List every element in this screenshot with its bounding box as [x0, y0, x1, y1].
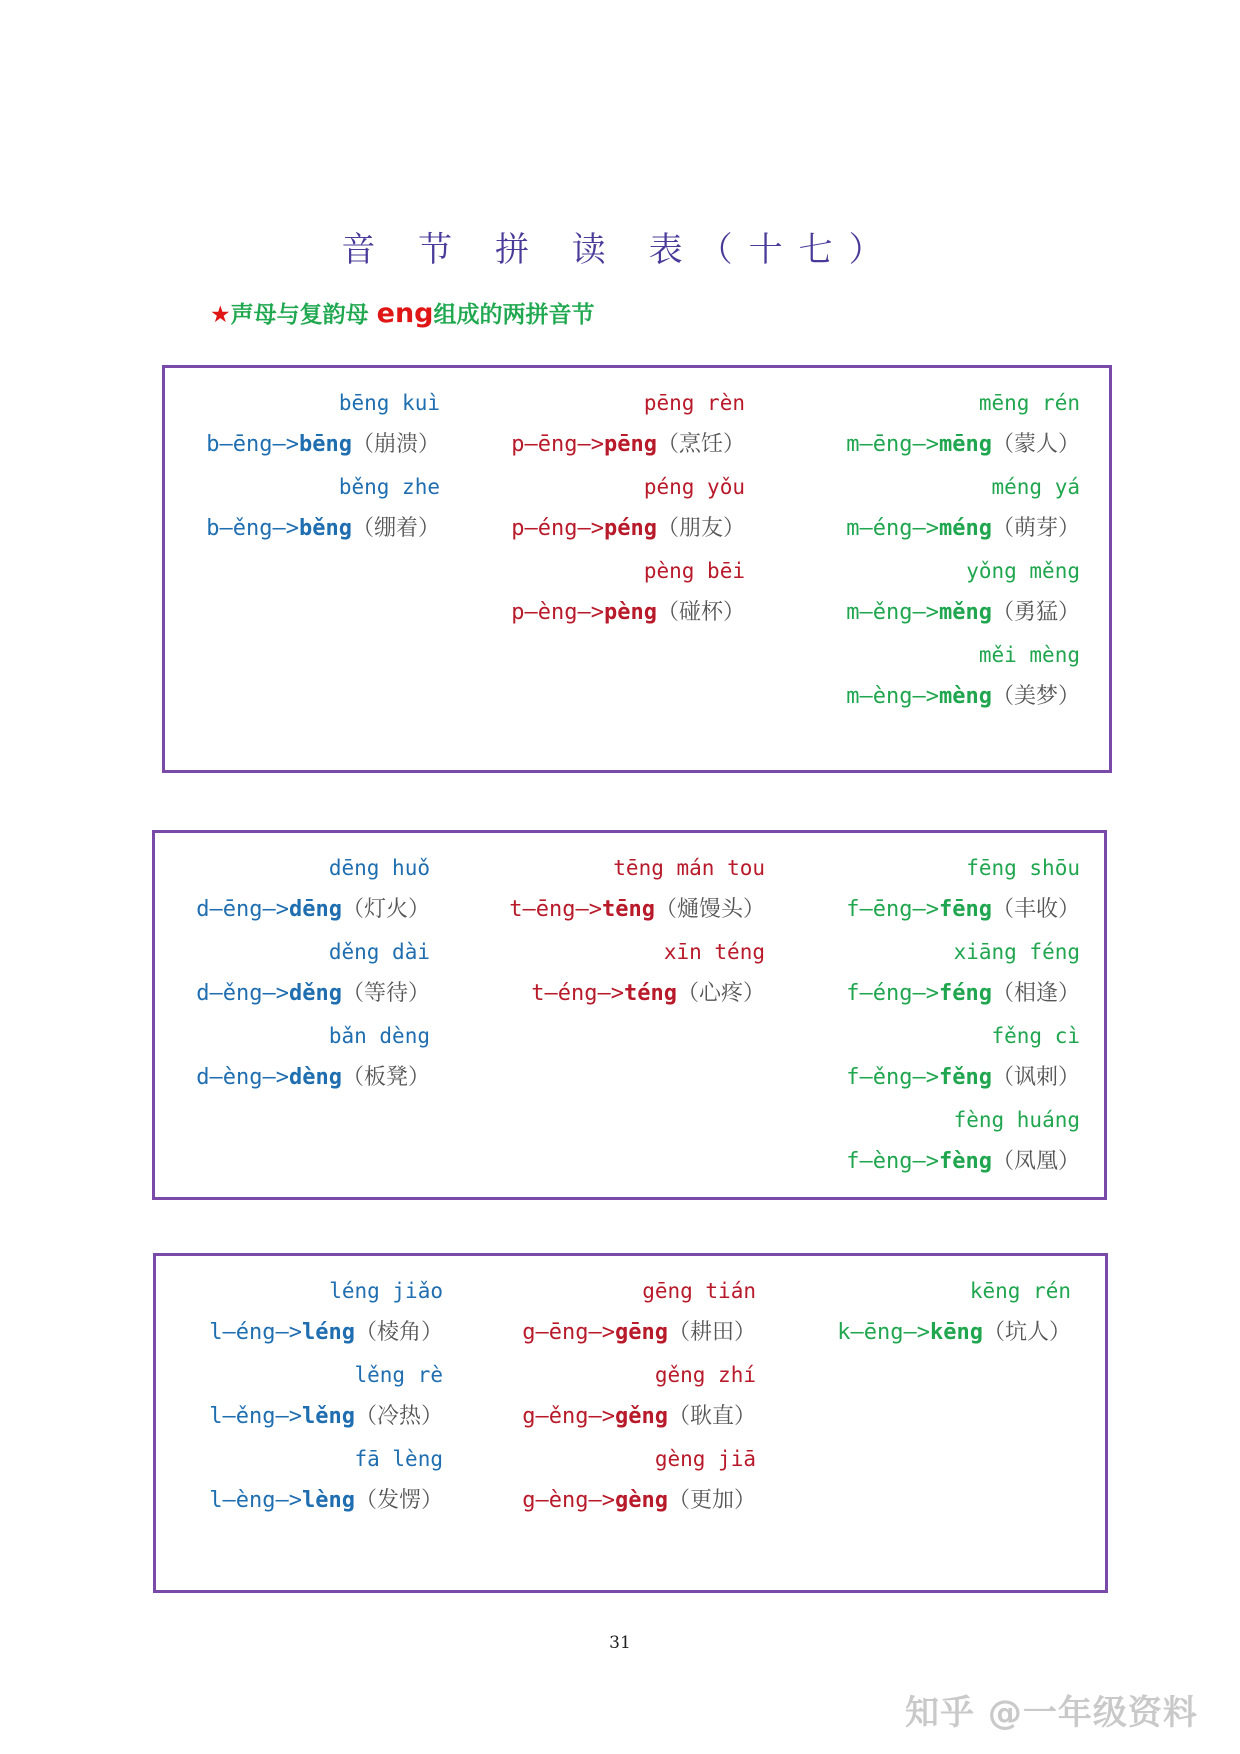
- syllable-entry: [846, 556, 1080, 628]
- pinyin-reading: bǎn dèng: [328, 1024, 430, 1048]
- example-word: （凤凰）: [991, 1149, 1080, 1174]
- example-word: （朋友）: [656, 516, 745, 541]
- syllable-table-3: [153, 1253, 1108, 1593]
- formula-result: fěng: [939, 1065, 992, 1090]
- formula-result: péng: [604, 516, 657, 541]
- spelling-formula: [846, 598, 1080, 628]
- pinyin-reading: tēng mán tou: [613, 856, 765, 880]
- spelling-formula: [846, 979, 1080, 1009]
- syllable-entry: [846, 472, 1080, 544]
- heading-text-before: 声母与复韵母: [230, 302, 377, 328]
- example-word: （熥馒头）: [654, 897, 765, 922]
- pinyin-reading: gèng jiā: [654, 1447, 756, 1471]
- pinyin-reading: dēng huǒ: [328, 856, 430, 880]
- formula-result: méng: [939, 516, 992, 541]
- formula-result: kēng: [930, 1320, 983, 1345]
- example-word: （板凳）: [341, 1065, 430, 1090]
- spelling-formula: [846, 1063, 1080, 1093]
- pinyin-reading: kēng rén: [969, 1279, 1071, 1303]
- pinyin-reading: fā lèng: [354, 1447, 443, 1471]
- formula-steps: l—éng—>: [209, 1320, 302, 1345]
- formula-result: léng: [302, 1320, 355, 1345]
- syllable-table-2: [152, 830, 1107, 1200]
- page-number: 31: [609, 1633, 631, 1653]
- syllable-entry: [846, 937, 1080, 1009]
- pinyin-reading: běng zhe: [338, 475, 440, 499]
- star-icon: ★: [210, 302, 231, 328]
- formula-steps: d—ěng—>: [196, 981, 289, 1006]
- formula-result: pēng: [604, 432, 657, 457]
- formula-steps: b—ēng—>: [206, 432, 299, 457]
- formula-result: gěng: [615, 1404, 668, 1429]
- formula-steps: m—ēng—>: [846, 432, 939, 457]
- syllable-entry: [846, 1021, 1080, 1093]
- formula-result: bēng: [299, 432, 352, 457]
- pinyin-reading: léng jiǎo: [329, 1279, 443, 1303]
- formula-result: lěng: [302, 1404, 355, 1429]
- pinyin-reading: děng dài: [328, 940, 430, 964]
- example-word: （蒙人）: [991, 432, 1080, 457]
- formula-steps: l—ěng—>: [209, 1404, 302, 1429]
- formula-result: mēng: [939, 432, 992, 457]
- pinyin-reading: xīn téng: [663, 940, 765, 964]
- page-title: 音 节 拼 读 表（十七）: [341, 230, 899, 270]
- spelling-formula: [846, 430, 1080, 460]
- example-word: （更加）: [667, 1488, 756, 1513]
- table-column: [165, 368, 1080, 770]
- formula-steps: f—éng—>: [846, 981, 939, 1006]
- formula-result: gēng: [615, 1320, 668, 1345]
- formula-result: féng: [939, 981, 992, 1006]
- example-word: （心疼）: [676, 981, 765, 1006]
- formula-steps: p—ēng—>: [511, 432, 604, 457]
- formula-steps: g—èng—>: [522, 1488, 615, 1513]
- formula-steps: m—ěng—>: [846, 600, 939, 625]
- formula-steps: g—ěng—>: [522, 1404, 615, 1429]
- formula-result: měng: [939, 600, 992, 625]
- pinyin-reading: gēng tián: [642, 1279, 756, 1303]
- example-word: （烹饪）: [656, 432, 745, 457]
- example-word: （耕田）: [667, 1320, 756, 1345]
- formula-result: lèng: [302, 1488, 355, 1513]
- formula-steps: l—èng—>: [209, 1488, 302, 1513]
- heading-eng: eng: [376, 298, 434, 329]
- syllable-entry: [846, 388, 1080, 460]
- pinyin-reading: fěng cì: [991, 1024, 1080, 1048]
- pinyin-reading: bēng kuì: [338, 391, 440, 415]
- formula-steps: f—èng—>: [846, 1149, 939, 1174]
- formula-steps: m—éng—>: [846, 516, 939, 541]
- formula-steps: f—ēng—>: [846, 897, 939, 922]
- formula-result: děng: [289, 981, 342, 1006]
- table-column: [155, 833, 1080, 1197]
- example-word: （坑人）: [982, 1320, 1071, 1345]
- syllable-entry: [837, 1276, 1071, 1348]
- formula-steps: p—èng—>: [511, 600, 604, 625]
- pinyin-reading: pēng rèn: [643, 391, 745, 415]
- formula-result: fēng: [939, 897, 992, 922]
- pinyin-reading: fèng huáng: [953, 1108, 1080, 1132]
- formula-steps: b—ěng—>: [206, 516, 299, 541]
- pinyin-reading: yǒng měng: [966, 559, 1080, 583]
- formula-result: pèng: [604, 600, 657, 625]
- spelling-formula: [846, 514, 1080, 544]
- spelling-formula: [846, 682, 1080, 712]
- heading-text-after: 组成的两拼音节: [433, 302, 595, 328]
- example-word: （耿直）: [667, 1404, 756, 1429]
- formula-result: fèng: [939, 1149, 992, 1174]
- syllable-entry: [846, 640, 1080, 712]
- pinyin-reading: pèng bēi: [643, 559, 745, 583]
- pinyin-reading: gěng zhí: [654, 1363, 756, 1387]
- formula-result: tēng: [602, 897, 655, 922]
- spelling-formula: [846, 1147, 1080, 1177]
- example-word: （棱角）: [354, 1320, 443, 1345]
- formula-steps: g—ēng—>: [522, 1320, 615, 1345]
- example-word: （等待）: [341, 981, 430, 1006]
- syllable-table-1: [162, 365, 1112, 773]
- example-word: （萌芽）: [991, 516, 1080, 541]
- formula-steps: t—éng—>: [531, 981, 624, 1006]
- pinyin-reading: měi mèng: [978, 643, 1080, 667]
- example-word: （勇猛）: [991, 600, 1080, 625]
- pinyin-reading: xiāng féng: [953, 940, 1080, 964]
- formula-result: dēng: [289, 897, 342, 922]
- table-column: [156, 1256, 1071, 1590]
- formula-steps: k—ēng—>: [837, 1320, 930, 1345]
- syllable-entry: [846, 853, 1080, 925]
- example-word: （冷热）: [354, 1404, 443, 1429]
- formula-steps: p—éng—>: [511, 516, 604, 541]
- example-word: （相逢）: [991, 981, 1080, 1006]
- pinyin-reading: méng yá: [991, 475, 1080, 499]
- formula-result: dèng: [289, 1065, 342, 1090]
- example-word: （讽刺）: [991, 1065, 1080, 1090]
- pinyin-reading: fēng shōu: [966, 856, 1080, 880]
- formula-result: mèng: [939, 684, 992, 709]
- example-word: （美梦）: [991, 684, 1080, 709]
- example-word: （崩溃）: [351, 432, 440, 457]
- formula-steps: t—ēng—>: [509, 897, 602, 922]
- example-word: （发愣）: [354, 1488, 443, 1513]
- spelling-formula: [837, 1318, 1071, 1348]
- spelling-formula: [846, 895, 1080, 925]
- section-heading: [210, 296, 595, 329]
- pinyin-reading: péng yǒu: [643, 475, 745, 499]
- pinyin-reading: lěng rè: [354, 1363, 443, 1387]
- example-word: （灯火）: [341, 897, 430, 922]
- example-word: （丰收）: [991, 897, 1080, 922]
- formula-steps: m—èng—>: [846, 684, 939, 709]
- formula-result: běng: [299, 516, 352, 541]
- example-word: （绷着）: [351, 516, 440, 541]
- syllable-entry: [846, 1105, 1080, 1177]
- formula-result: téng: [624, 981, 677, 1006]
- formula-steps: f—ěng—>: [846, 1065, 939, 1090]
- pinyin-reading: mēng rén: [978, 391, 1080, 415]
- formula-result: gèng: [615, 1488, 668, 1513]
- watermark: 知乎 @一年级资料: [905, 1693, 1198, 1733]
- formula-steps: d—ēng—>: [196, 897, 289, 922]
- formula-steps: d—èng—>: [196, 1065, 289, 1090]
- example-word: （碰杯）: [656, 600, 745, 625]
